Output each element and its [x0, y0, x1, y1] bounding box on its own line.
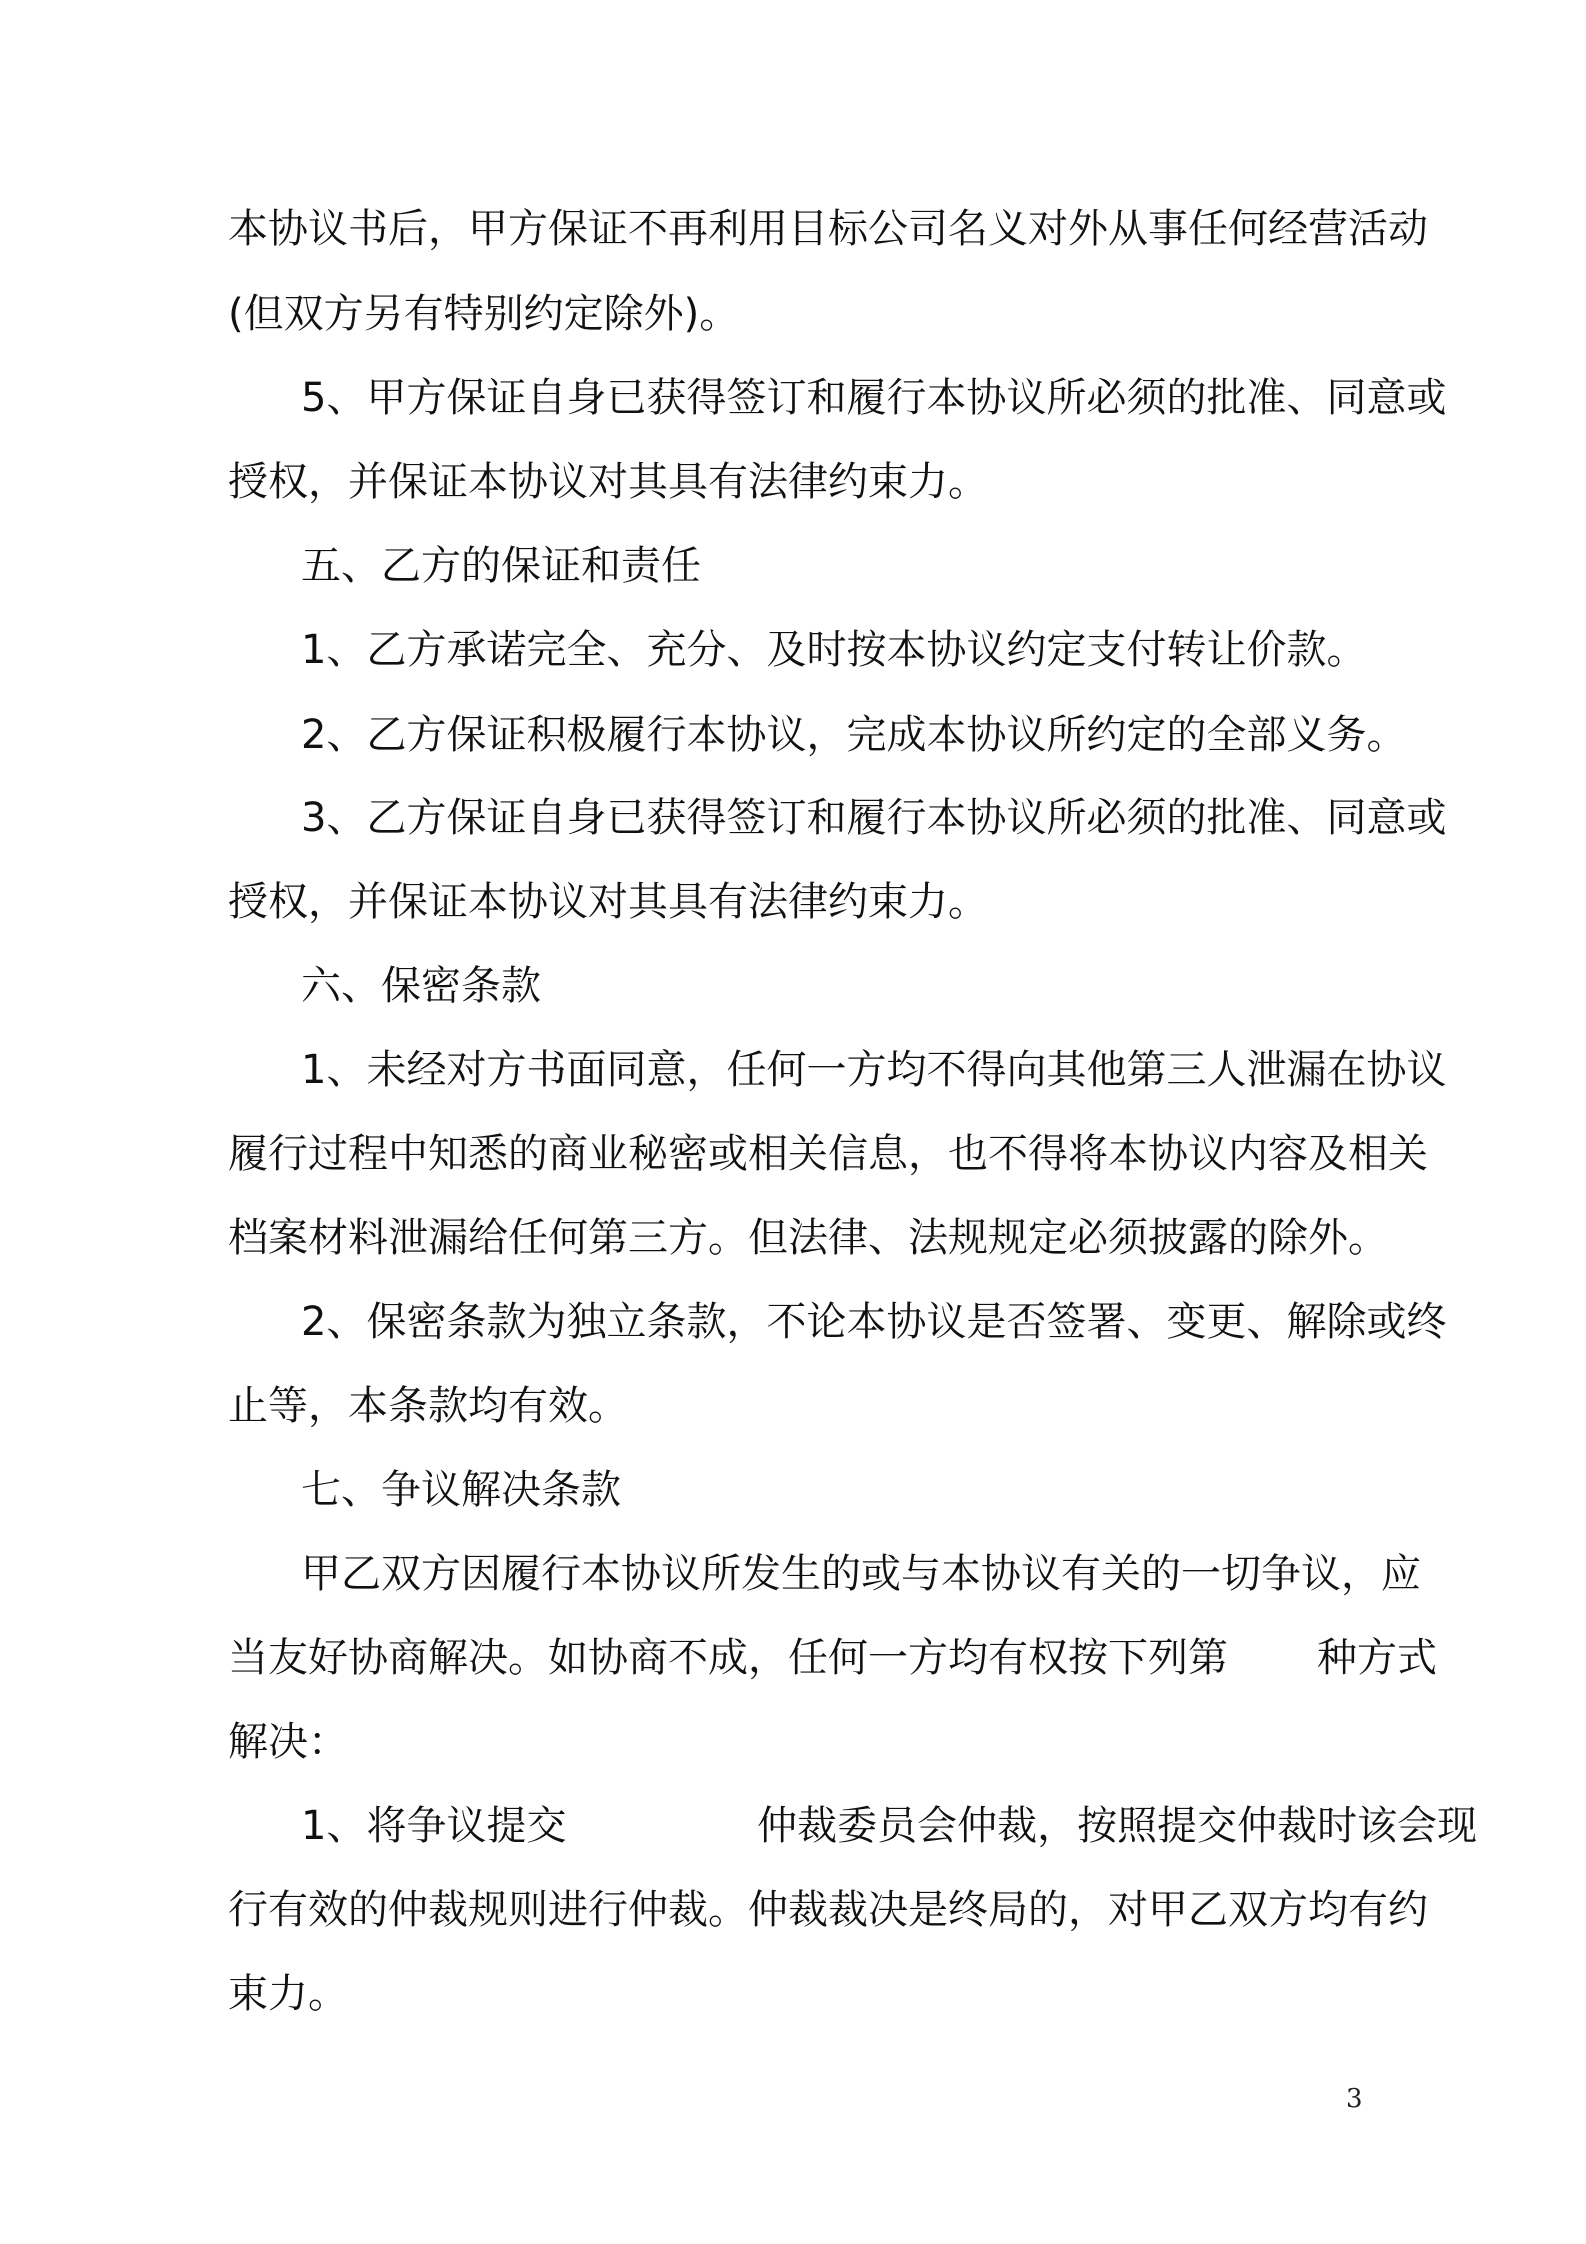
text-line: 2、保密条款为独立条款，不论本协议是否签署、变更、解除或终: [301, 1299, 1447, 1345]
text-line: 1、乙方承诺完全、充分、及时按本协议约定支付转让价款。: [301, 627, 1367, 673]
text-line: 本协议书后，甲方保证不再利用目标公司名义对外从事任何经营活动: [228, 206, 1428, 252]
text-line: 授权，并保证本协议对其具有法律约束力。: [228, 459, 988, 505]
text-line: 2、乙方保证积极履行本协议，完成本协议所约定的全部义务。: [301, 712, 1407, 758]
text-line: 5、甲方保证自身已获得签订和履行本协议所必须的批准、同意或: [301, 375, 1447, 421]
text-line: 甲乙双方因履行本协议所发生的或与本协议有关的一切争议，应: [301, 1551, 1421, 1597]
text-line: 1、将争议提交 仲裁委员会仲裁，按照提交仲裁时该会现: [301, 1803, 1478, 1849]
text-line: 止等，本条款均有效。: [228, 1383, 628, 1429]
section-heading: 五、乙方的保证和责任: [301, 543, 701, 589]
text-line: 1、未经对方书面同意，任何一方均不得向其他第三人泄漏在协议: [301, 1047, 1447, 1093]
section-heading: 六、保密条款: [301, 963, 541, 1009]
section-heading: 七、争议解决条款: [301, 1467, 621, 1513]
text-line: 束力。: [228, 1971, 348, 2017]
text-line: 当友好协商解决。如协商不成，任何一方均有权按下列第 种方式: [228, 1635, 1438, 1681]
text-line: 授权，并保证本协议对其具有法律约束力。: [228, 879, 988, 925]
text-line: (但双方另有特别约定除外)。: [228, 291, 740, 337]
text-line: 履行过程中知悉的商业秘密或相关信息，也不得将本协议内容及相关: [228, 1131, 1428, 1177]
text-line: 行有效的仲裁规则进行仲裁。仲裁裁决是终局的，对甲乙双方均有约: [228, 1887, 1428, 1933]
text-line: 3、乙方保证自身已获得签订和履行本协议所必须的批准、同意或: [301, 795, 1447, 841]
page-number: 3: [1346, 2084, 1363, 2114]
text-line: 解决：: [228, 1719, 348, 1765]
text-line: 档案材料泄漏给任何第三方。但法律、法规规定必须披露的除外。: [228, 1215, 1388, 1261]
